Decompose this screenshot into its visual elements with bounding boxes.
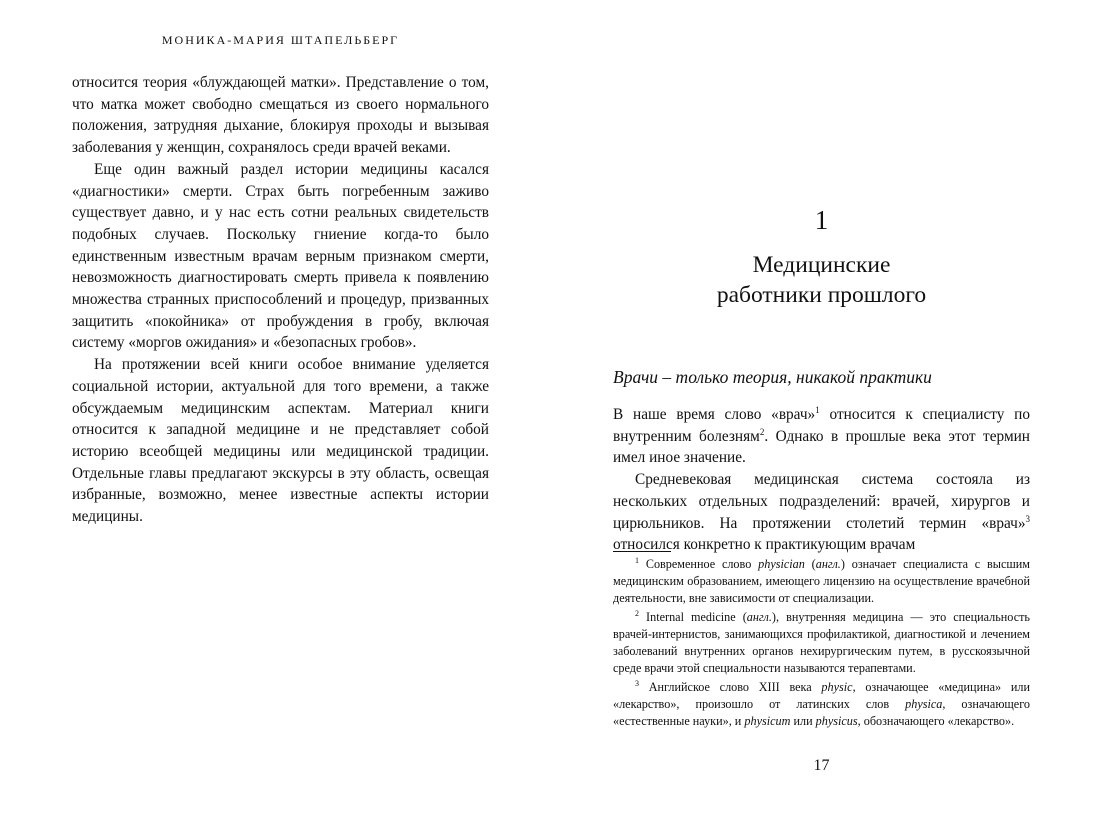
text-run: . Однако в прошлые века этот термин имел иное значение. <box>613 427 1030 467</box>
footnote-number: 2 <box>635 608 639 618</box>
section-title: Врачи – только теория, никакой практики <box>613 367 932 387</box>
italic-run: physicus <box>815 714 858 728</box>
text-run: Internal medicine ( <box>639 610 747 624</box>
footnote-ref: 1 <box>815 404 820 415</box>
right-page <box>550 0 1100 825</box>
footnote-rule <box>613 551 671 552</box>
text-run: , означающее «медицина» или «лекарство», произошло от латинских слов <box>613 680 1030 711</box>
footnote-number: 1 <box>635 555 639 565</box>
paragraph <box>613 469 1030 556</box>
paragraph: На протяжении всей книги особое внимание уделяется социальной истории, актуальной для того времени, а также обсуждаемым медицинским аспектам. Материал книги относится к западной медицине и не представляет собой историю всеобщей медицины или медицинской традиции. Отдельные главы предлагают экскурсы в эту область, освещая избранные, возможно, менее известные аспекты истории медицины. <box>72 356 489 526</box>
footnote-number: 3 <box>635 678 639 688</box>
text-run: , обозначающего «лекарство». <box>857 714 1015 728</box>
italic-run: physicum <box>744 714 791 728</box>
chapter-title-line: работники прошлого <box>716 282 927 308</box>
text-run: Современное слово <box>639 557 759 571</box>
text-run: относится к специалисту по внутренним болезням <box>613 406 1030 445</box>
footnote-ref: 3 <box>1025 513 1030 524</box>
text-run: , означающего «естественные науки», и <box>613 697 1031 728</box>
paragraph: Еще один важный раздел истории медицины касался «диагностики» смерти. Страх быть погребенным заживо существует давно, и у нас есть сотни реальных свидетельств подобных случаев. Поскольку гниение когда-то было единственным известным врачам верным признаком смерти, невозможность диагностировать смерть привела к появлению множества странных приспособлений и процедур, призванных защитить «покойника» от пробуждения в гробу, включая систему «моргов ожидания» и «безопасных гробов». <box>72 160 489 352</box>
italic-run: physica <box>905 697 943 711</box>
text-run: или <box>790 714 816 728</box>
text-run: ( <box>804 557 816 571</box>
italic-run: англ. <box>746 610 772 624</box>
footnote <box>613 609 1030 677</box>
italic-run: physician <box>758 557 805 571</box>
running-head: МОНИКА-МАРИЯ ШТАПЕЛЬБЕРГ <box>161 33 400 47</box>
footnote <box>613 679 1030 730</box>
text-run: Английское слово XIII века <box>639 680 822 694</box>
italic-run: physic <box>821 680 853 694</box>
text-run: ) означает специалиста с высшим медицинским образованием, имеющего лицензию на осуществление врачебной деятельности, вне зависимости от специализации. <box>613 557 1030 605</box>
italic-run: англ. <box>815 557 841 571</box>
text-run: В наше время слово «врач» <box>613 406 816 423</box>
page-number: 17 <box>813 757 830 774</box>
footnotes <box>613 556 1030 732</box>
chapter-number: 1 <box>814 205 829 235</box>
text-run: ), внутренняя медицина — это специальность врачей-интернистов, занимающихся профилактикой, диагностикой и лечением заболеваний внутренних органов нехирургическим путем, в русскоязычной среде врачи этой специальности называются терапевтами. <box>613 610 1030 675</box>
right-body-text <box>613 404 1030 556</box>
paragraph: относится теория «блуждающей матки». Представление о том, что матка может свободно смещаться из своего нормального положения, затрудняя дыхание, блокируя проходы и вызывая заболевания у женщин, сохранялось среди врачей веками. <box>72 74 489 157</box>
footnote <box>613 556 1030 607</box>
paragraph <box>613 404 1030 469</box>
text-run: относился конкретно к практикующим врачам <box>613 536 916 554</box>
left-body-text <box>72 72 489 528</box>
footnote-ref: 2 <box>759 426 765 437</box>
chapter-title-line: Медицинские <box>752 252 891 278</box>
chapter-title <box>613 250 1030 310</box>
text-run: Средневековая медицинская система состояла из нескольких отдельных подразделений: врачей, хирургов и цирюльников. На протяжении столетий термин «врач» <box>613 471 1030 532</box>
